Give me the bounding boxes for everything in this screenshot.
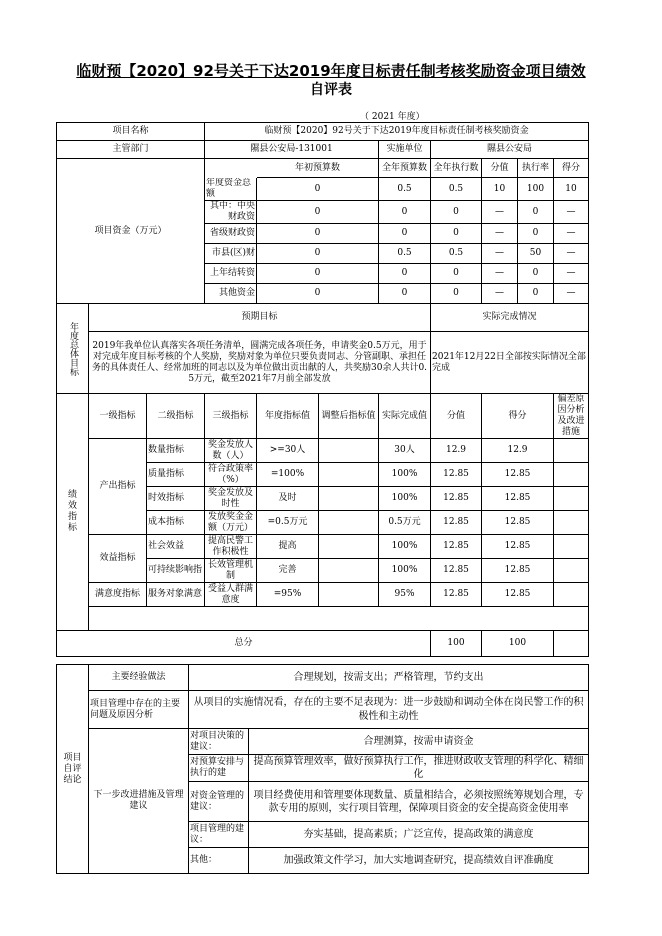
funds-cell: 0.5 [431,178,482,201]
perf-got: 12.9 [482,439,554,463]
improve-label: 下一步改进措施及管理建议 [89,729,189,874]
project-name: 临财预【2020】92号关于下达2019年度目标责任制考核奖励资金 [205,123,589,141]
perf-l1: 产出指标 [89,439,147,535]
perf-header: 得分 [482,394,554,439]
funds-cell: 0 [518,264,554,284]
perf-l3: 长效管理机制 [205,559,257,583]
funds-cell: 50 [518,244,554,264]
perf-adjusted [319,439,379,463]
funds-cell: — [482,224,518,244]
improve-key: 对资金管理的建议： [189,782,249,822]
perf-l2: 时效指标 [147,487,205,511]
problems-label: 项目管理中存在的主要问题及原因分析 [89,691,189,729]
page-title: 临财预【2020】92号关于下达2019年度目标责任制考核奖励资金项目绩效 [76,62,586,80]
funds-cell: — [482,284,518,304]
perf-got: 12.85 [482,535,554,559]
funds-cell: — [482,244,518,264]
funds-cell: 0.5 [379,178,431,201]
perf-target: =95% [257,583,319,607]
problems: 从项目的实施情况看，存在的主要不足表现为：进一步鼓励和调动全体在岗民警工作的积极性和主动性 [189,691,589,729]
improve-value: 项目经费使用和管理要体现数量、质量相结合，必须按照统筹规划合理，专款专用的原则，实行项目管理，保障项目资金的安全提高资金使用率 [249,782,589,822]
funds-header: 分值 [482,159,518,178]
funds-cell: 0 [431,224,482,244]
goals-actual-label: 实际完成情况 [431,304,589,332]
perf-l3: 发放奖金金额（万元） [205,511,257,535]
perf-note [554,439,589,463]
perf-target: 提高 [257,535,319,559]
total-score: 100 [431,631,482,657]
total-got: 100 [482,631,554,657]
funds-cell: 0 [431,284,482,304]
perf-target: 及时 [257,487,319,511]
funds-cell: 0 [257,264,379,284]
dept-label: 主管部门 [57,141,205,159]
perf-header: 分值 [431,394,482,439]
improve-key: 项目管理的建议： [189,822,249,848]
goals-label: 年度总体目标 [57,304,89,394]
experience: 合理规划，按需支出；严格管理，节约支出 [189,665,589,691]
perf-note [554,583,589,607]
funds-header: 得分 [554,159,589,178]
perf-actual: 100% [379,487,431,511]
perf-got: 12.85 [482,511,554,535]
total-note [554,631,589,657]
perf-score: 12.9 [431,439,482,463]
perf-note [554,463,589,487]
perf-actual: 30人 [379,439,431,463]
perf-l3: 奖金发放人数（人） [205,439,257,463]
goals-expected: 2019年我单位认真落实各项任务清单，圆满完成各项任务，申请奖金0.5万元，用于对完成年度目标考核的个人奖励，奖励对象为单位只要负责同志、分管副职、承担任务的具体责任人、经常加班的同志以及为单位做出贡出献的人，共奖励30余人共计0.5万元，截至2021年7月前全部发放 [89,332,431,394]
funds-cell: 0 [431,201,482,224]
review-label [57,665,89,874]
funds-cell: 10 [554,178,589,201]
perf-target: =0.5万元 [257,511,319,535]
funds-cell: 0 [257,224,379,244]
funds-cell: — [554,224,589,244]
funds-label: 项目资金（万元） [57,159,205,304]
year-label: （ 2021 年度） [360,112,425,122]
unit-label: 实施单位 [379,141,431,159]
improve-value: 合理测算，按需申请资金 [249,729,589,755]
perf-l3: 奖金发放及时性 [205,487,257,511]
improve-key: 对项目决策的建议： [189,729,249,755]
perf-actual: 0.5万元 [379,511,431,535]
perf-l3: 提高民警工作积极性 [205,535,257,559]
perf-header: 调整后指标值 [319,394,379,439]
perf-got: 12.85 [482,487,554,511]
funds-cell: 0 [257,201,379,224]
funds-cell: — [482,264,518,284]
perf-l1: 效益指标 [89,535,147,583]
funds-cell: 0.5 [379,244,431,264]
funds-header: 全年预算数 [379,159,431,178]
funds-row-name: 省级财政资 [205,224,257,244]
funds-cell: 0 [431,264,482,284]
perf-l2: 社会效益 [147,535,205,559]
funds-header: 全年执行数 [431,159,482,178]
perf-adjusted [319,511,379,535]
funds-row-name: 上年结转资 [205,264,257,284]
funds-cell: 0 [379,224,431,244]
perf-label-text: 绩效指标 [67,490,77,533]
experience-label: 主要经验做法 [89,665,189,691]
improve-key: 其他： [189,848,249,874]
project-name-label: 项目名称 [57,123,205,141]
perf-adjusted [319,463,379,487]
perf-actual: 100% [379,535,431,559]
goals-actual: 2021年12月22日全部按实际情况全部完成 [431,332,589,394]
perf-target: >=30人 [257,439,319,463]
perf-l2: 服务对象满意 [147,583,205,607]
funds-cell: 0.5 [431,244,482,264]
perf-note [554,535,589,559]
funds-cell: 0 [379,264,431,284]
funds-row-name: 市县(区)财 [205,244,257,264]
perf-got: 12.85 [482,583,554,607]
perf-label [57,394,89,631]
perf-header: 实际完成值 [379,394,431,439]
perf-l3: 符合政策率（%） [205,463,257,487]
review-label-text: 项目自评结论 [63,752,82,785]
perf-header: 二级指标 [147,394,205,439]
perf-score: 12.85 [431,463,482,487]
perf-adjusted [319,535,379,559]
funds-cell: 0 [257,244,379,264]
perf-header: 偏差原因分析及改进措施 [554,394,589,439]
funds-cell: 0 [379,284,431,304]
funds-cell: — [482,201,518,224]
improve-value: 夯实基础，提高素质；广泛宣传，提高政策的满意度 [249,822,589,848]
funds-header: 执行率 [518,159,554,178]
perf-l3: 受益人群满意度 [205,583,257,607]
perf-score: 12.85 [431,511,482,535]
perf-got: 12.85 [482,559,554,583]
funds-cell: — [554,264,589,284]
improve-key: 对预算安排与执行的建 [189,755,249,782]
perf-adjusted [319,559,379,583]
perf-header: 三级指标 [205,394,257,439]
funds-header: 年初预算数 [257,159,379,178]
funds-row-name: 其中：中央财政资 [205,201,257,224]
perf-header: 年度指标值 [257,394,319,439]
funds-cell: 0 [518,224,554,244]
goals-expected-label: 预期目标 [89,304,431,332]
funds-cell: — [554,244,589,264]
funds-cell: 0 [518,201,554,224]
perf-actual: 100% [379,463,431,487]
total-label: 总分 [57,631,431,657]
perf-score: 12.85 [431,487,482,511]
perf-note [554,487,589,511]
perf-score: 12.85 [431,559,482,583]
perf-score: 12.85 [431,583,482,607]
improve-value: 提高预算管理效率，做好预算执行工作，推进财政收支管理的科学化、精细化 [249,755,589,782]
perf-l2: 可持续影响指 [147,559,205,583]
perf-note [554,511,589,535]
perf-l2: 质量指标 [147,463,205,487]
dept: 隰县公安局-131001 [205,141,379,159]
perf-l2: 数量指标 [147,439,205,463]
perf-target: 完善 [257,559,319,583]
unit: 隰县公安局 [431,141,589,159]
funds-cell: 0 [257,178,379,201]
perf-l1: 满意度指标 [89,583,147,607]
perf-actual: 100% [379,559,431,583]
perf-got: 12.85 [482,463,554,487]
funds-cell: 10 [482,178,518,201]
funds-cell: — [554,284,589,304]
funds-cell: 0 [257,284,379,304]
perf-score: 12.85 [431,535,482,559]
perf-header: 一级指标 [89,394,147,439]
funds-cell: 100 [518,178,554,201]
perf-note [554,559,589,583]
perf-adjusted [319,487,379,511]
perf-target: =100% [257,463,319,487]
funds-cell: — [554,201,589,224]
review-table [56,664,589,874]
funds-cell: 0 [518,284,554,304]
page-subtitle: 自评表 [310,82,352,98]
funds-cell: 0 [379,201,431,224]
perf-l2: 成本指标 [147,511,205,535]
funds-header-blank [205,159,257,178]
blank-row [89,607,589,631]
improve-value: 加强政策文件学习，加大实地调查研究，提高绩效自评准确度 [249,848,589,874]
performance-table [56,122,589,657]
perf-actual: 95% [379,583,431,607]
funds-row-name: 年度资金总额 [205,178,257,201]
funds-row-name: 其他资金 [205,284,257,304]
perf-adjusted [319,583,379,607]
